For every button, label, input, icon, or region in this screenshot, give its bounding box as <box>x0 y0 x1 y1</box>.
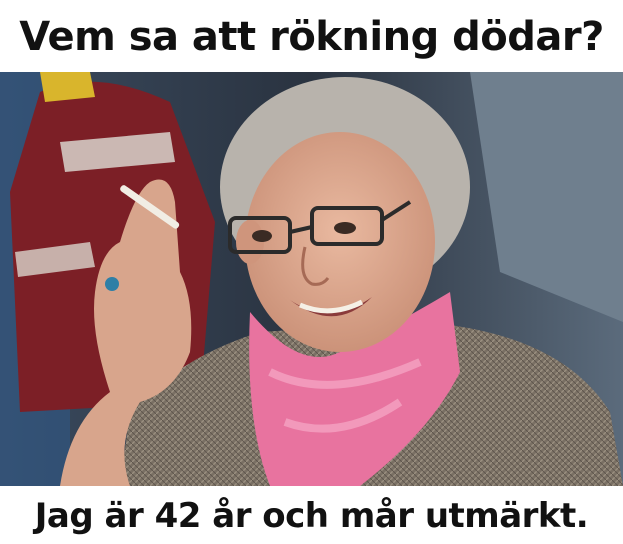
top-caption: Vem sa att rökning dödar? <box>19 14 604 60</box>
photo <box>0 72 623 486</box>
bottom-caption: Jag är 42 år och mår utmärkt. <box>34 496 589 536</box>
background-yellow-item <box>40 72 95 102</box>
woman-smoking-illustration <box>0 72 623 486</box>
ring <box>105 277 119 291</box>
ear <box>236 220 264 264</box>
